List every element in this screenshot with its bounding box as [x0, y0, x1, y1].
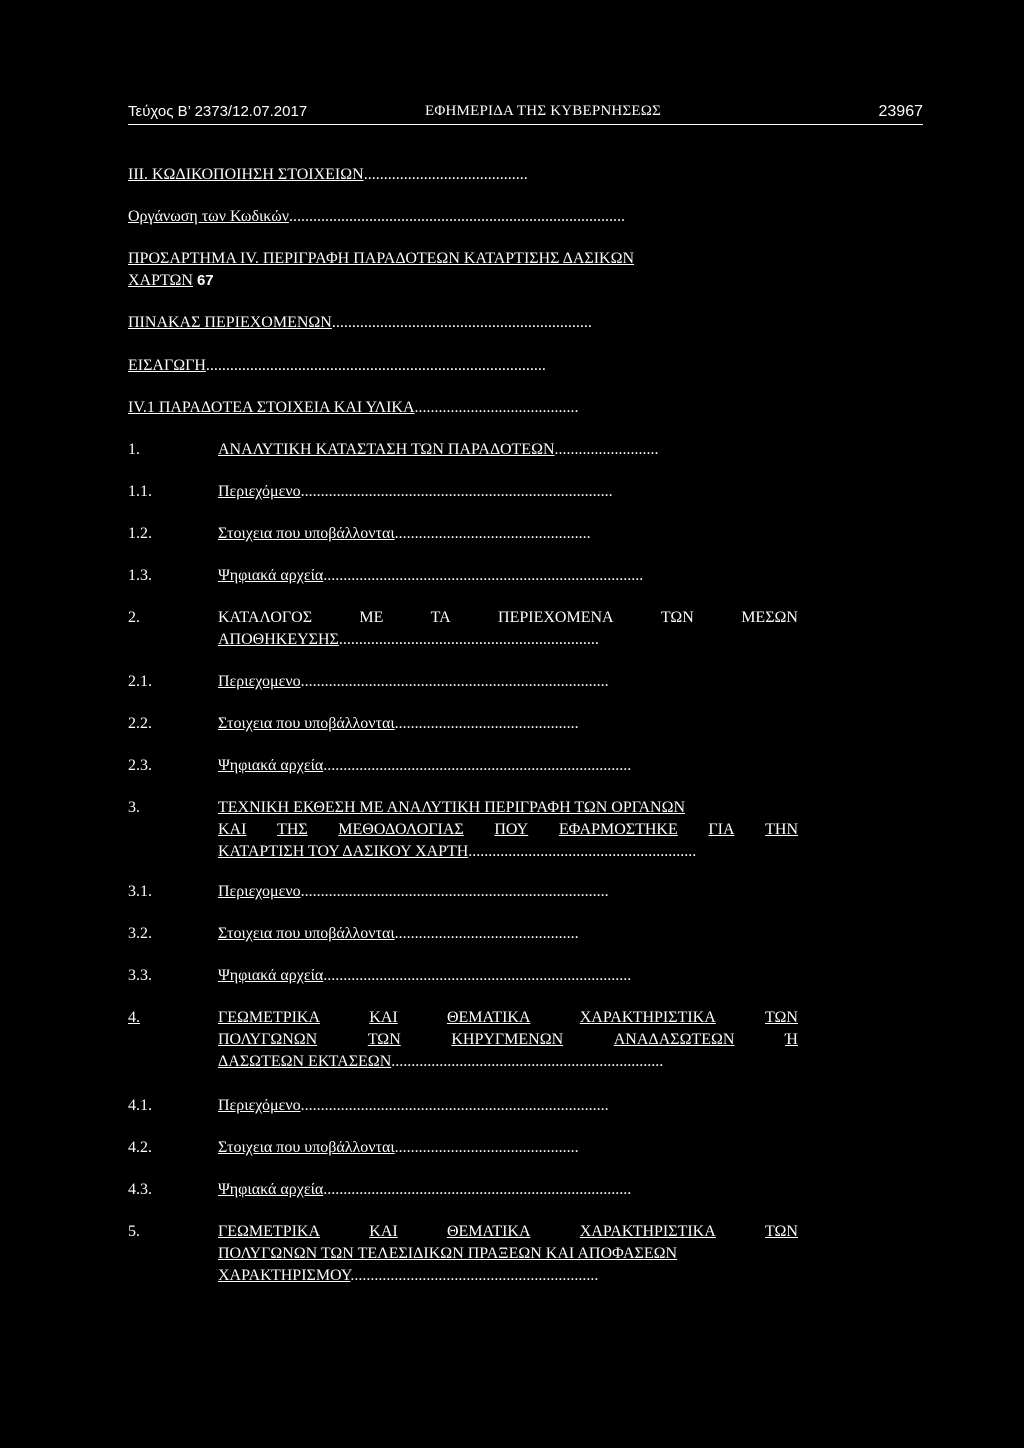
toc-entry-contents[interactable] [128, 312, 592, 334]
toc-link[interactable]: ΤΕΧΝΙΚΗ ΕΚΘΕΣΗ ΜΕ ΑΝΑΛΥΤΙΚΗ ΠΕΡΙΓΡΑΦΗ ΤΩΝ ΟΡΓΑΝΩΝ [218, 799, 686, 816]
word: ΤΑ [430, 609, 451, 626]
toc-entry-s2[interactable] [218, 607, 798, 651]
journal-title: ΕΦΗΜΕΡΙΔΑ ΤΗΣ ΚΥΒΕΡΝΗΣΕΩΣ [425, 103, 662, 119]
dot-leader: .................................................................................... [288, 208, 625, 225]
section-number: 4. [128, 1009, 140, 1026]
word: ΚΑΤΑΛΟΓΟΣ [218, 609, 313, 626]
dot-leader: .............................................................................. [300, 483, 613, 500]
dot-leader: ............................................................................. [323, 1181, 632, 1198]
section-number: 2.2. [128, 715, 152, 732]
section-number: 3.2. [128, 925, 152, 942]
toc-link[interactable]: Περιεχομενο [218, 883, 301, 900]
toc-entry-s33[interactable] [218, 965, 631, 987]
word: ΠΕΡΙΕΧΟΜΕΝΑ [498, 609, 614, 626]
section-number: 1. [128, 441, 140, 458]
word: ΧΑΡΑΚΤΗΡΙΣΤΙΚΑ [579, 1223, 716, 1240]
section-number: 3. [128, 799, 140, 816]
toc-entry-s42[interactable] [218, 1137, 579, 1159]
toc-entry-s22[interactable] [218, 713, 579, 735]
word: ΤΗΣ [277, 821, 308, 838]
word: ΑΝΑΔΑΣΩΤΕΩΝ [613, 1031, 735, 1048]
toc-link-cont[interactable]: ΔΑΣΩΤΕΩΝ ΕΚΤΑΣΕΩΝ [218, 1053, 392, 1070]
justified-line [218, 607, 798, 629]
section-number: 4.3. [128, 1181, 152, 1198]
justified-line [218, 1007, 798, 1029]
word: Ή [785, 1031, 798, 1048]
toc-link[interactable]: ΠΙΝΑΚΑΣ ΠΕΡΙΕΧΟΜΕΝΩΝ [128, 314, 332, 331]
word: ΜΕΣΩΝ [741, 609, 798, 626]
toc-entry-codification[interactable] [128, 164, 528, 186]
toc-entry-s1[interactable] [218, 439, 659, 461]
word: ΓΕΩΜΕΤΡΙΚΑ [218, 1009, 321, 1026]
section-number: 4.1. [128, 1097, 152, 1114]
word: ΜΕΘΟΔΟΛΟΓΙΑΣ [338, 821, 464, 838]
toc-entry-s23[interactable] [218, 755, 631, 777]
section-number: 3.3. [128, 967, 152, 984]
section-number: 5. [128, 1223, 140, 1240]
toc-entry-iv1[interactable] [128, 397, 579, 419]
toc-link[interactable]: Στοιχεια που υποβάλλονται [218, 1139, 395, 1156]
dot-leader: ............................................................................. [300, 673, 609, 690]
toc-link[interactable]: Ψηφιακά αρχεία [218, 967, 324, 984]
toc-link[interactable]: Περιεχόμενο [218, 1097, 301, 1114]
page-number: 23967 [878, 103, 923, 120]
section-number: 2. [128, 609, 140, 626]
word: ΕΦΑΡΜΟΣΤΗΚΕ [558, 821, 678, 838]
word: ΤΩΝ [765, 1009, 798, 1026]
toc-entry-s5[interactable] [218, 1221, 798, 1287]
toc-link-cont[interactable]: ΚΑΤΑΡΤΙΣΗ ΤΟΥ ΔΑΣΙΚΟΥ ΧΑΡΤΗ [218, 843, 469, 860]
toc-link[interactable]: Ψηφιακά αρχεία [218, 757, 324, 774]
dot-leader: ................................................................. [331, 314, 592, 331]
toc-link-cont[interactable]: ΧΑΡΤΩΝ [128, 272, 193, 289]
word: ΠΟΥ [494, 821, 529, 838]
toc-link[interactable]: Οργάνωση των Κωδικών [128, 208, 289, 225]
section-number: 2.1. [128, 673, 152, 690]
toc-entry-s3[interactable] [218, 797, 798, 863]
word: ΠΟΛΥΓΩΝΩΝ [218, 1031, 318, 1048]
toc-entry-s32[interactable] [218, 923, 579, 945]
section-number: 4.2. [128, 1139, 152, 1156]
toc-link[interactable]: Περιεχομενο [218, 673, 301, 690]
section-number: 2.3. [128, 757, 152, 774]
word: ΓΙΑ [708, 821, 735, 838]
toc-link-cont[interactable]: ΧΑΡΑΚΤΗΡΙΣΜΟΥ [218, 1267, 351, 1284]
issue-label: Τεύχος Β’ 2373/12.07.2017 [128, 103, 308, 120]
word: ΧΑΡΑΚΤΗΡΙΣΤΙΚΑ [579, 1009, 716, 1026]
word: ΜΕ [359, 609, 384, 626]
toc-link[interactable]: ΑΠΟΘΗΚΕΥΣΗΣ [218, 631, 339, 648]
word: ΤΩΝ [660, 609, 694, 626]
dot-leader: .............................................................. [350, 1267, 599, 1284]
word: ΚΑΙ [369, 1223, 398, 1240]
toc-entry-s13[interactable] [218, 565, 643, 587]
toc-link[interactable]: Ψηφιακά αρχεία [218, 567, 324, 584]
dot-leader: ............................................................................. [300, 1097, 609, 1114]
toc-link[interactable]: Ψηφιακά αρχεία [218, 1181, 324, 1198]
toc-link[interactable]: ΠΟΛΥΓΩΝΩΝ ΤΩΝ ΤΕΛΕΣΙΔΙΚΩΝ ΠΡΑΞΕΩΝ ΚΑΙ ΑΠΟΦΑΣΕΩΝ [218, 1245, 678, 1262]
toc-link[interactable]: ΠΡΟΣΑΡΤΗΜΑ IV. ΠΕΡΙΓΡΑΦΗ ΠΑΡΑΔΟΤΕΩΝ ΚΑΤΑΡΤΙΣΗΣ ΔΑΣΙΚΩΝ [128, 250, 635, 267]
section-number: 1.1. [128, 483, 152, 500]
dot-leader: .............................................. [394, 925, 579, 942]
dot-leader: ..................................................................................... [205, 357, 546, 374]
word: ΘΕΜΑΤΙΚΑ [446, 1009, 531, 1026]
toc-entry-s43[interactable] [218, 1179, 631, 1201]
word: ΚΗΡΥΓΜΕΝΩΝ [451, 1031, 564, 1048]
toc-entry-appendix[interactable] [128, 248, 798, 292]
toc-link[interactable]: Περιεχόμενο [218, 483, 301, 500]
justified-line [218, 1029, 798, 1051]
toc-entry-intro[interactable] [128, 355, 546, 377]
toc-entry-s12[interactable] [218, 523, 591, 545]
toc-link[interactable]: Στοιχεια που υποβάλλονται [218, 715, 395, 732]
dot-leader: ............................................................................. [300, 883, 609, 900]
toc-entry-s4[interactable] [218, 1007, 798, 1073]
dot-leader: .............................................. [394, 715, 579, 732]
toc-entry-s11[interactable] [218, 481, 613, 503]
justified-line [218, 1221, 798, 1243]
word: ΚΑΙ [218, 821, 247, 838]
page-header [128, 100, 923, 125]
toc-entry-s31[interactable] [218, 881, 609, 903]
dot-leader: ......................................... [414, 399, 579, 416]
section-number: 1.3. [128, 567, 152, 584]
dot-leader: .............................................. [394, 1139, 579, 1156]
dot-leader: ................................................. [394, 525, 591, 542]
toc-entry-s21[interactable] [218, 671, 609, 693]
dot-leader: ............................................................................. [323, 757, 632, 774]
toc-link[interactable]: ΑΝΑΛΥΤΙΚΗ ΚΑΤΑΣΤΑΣΗ ΤΩΝ ΠΑΡΑΔΟΤΕΩΝ [218, 441, 555, 458]
dot-leader: .......................... [554, 441, 659, 458]
toc-link[interactable]: ΕΙΣΑΓΩΓΗ [128, 357, 206, 374]
section-number: 3.1. [128, 883, 152, 900]
toc-link[interactable]: Στοιχεια που υποβάλλονται [218, 525, 395, 542]
dot-leader: ......................................................... [468, 843, 697, 860]
dot-leader: .................................................................... [391, 1053, 664, 1070]
toc-link[interactable]: Στοιχεια που υποβάλλονται [218, 925, 395, 942]
justified-line [218, 819, 798, 841]
word: ΤΩΝ [367, 1031, 401, 1048]
word: ΤΗΝ [765, 821, 798, 838]
toc-entry-codes-org[interactable] [128, 206, 625, 228]
word: ΚΑΙ [369, 1009, 398, 1026]
dot-leader: ............................................................................. [323, 967, 632, 984]
word: ΓΕΩΜΕΤΡΙΚΑ [218, 1223, 321, 1240]
appendix-page: 67 [196, 272, 214, 289]
word: ΤΩΝ [765, 1223, 798, 1240]
toc-entry-s41[interactable] [218, 1095, 609, 1117]
dot-leader: ................................................................................ [323, 567, 644, 584]
toc-link[interactable]: III. ΚΩΔΙΚΟΠΟΙΗΣΗ ΣΤΟΙΧΕΙΩΝ [128, 166, 364, 183]
toc-link[interactable]: IV.1 ΠΑΡΑΔΟΤΕΑ ΣΤΟΙΧΕΙΑ ΚΑΙ ΥΛΙΚΑ [128, 399, 415, 416]
word: ΘΕΜΑΤΙΚΑ [446, 1223, 531, 1240]
dot-leader: ......................................... [363, 166, 528, 183]
dot-leader: ................................................................. [338, 631, 599, 648]
section-number: 1.2. [128, 525, 152, 542]
